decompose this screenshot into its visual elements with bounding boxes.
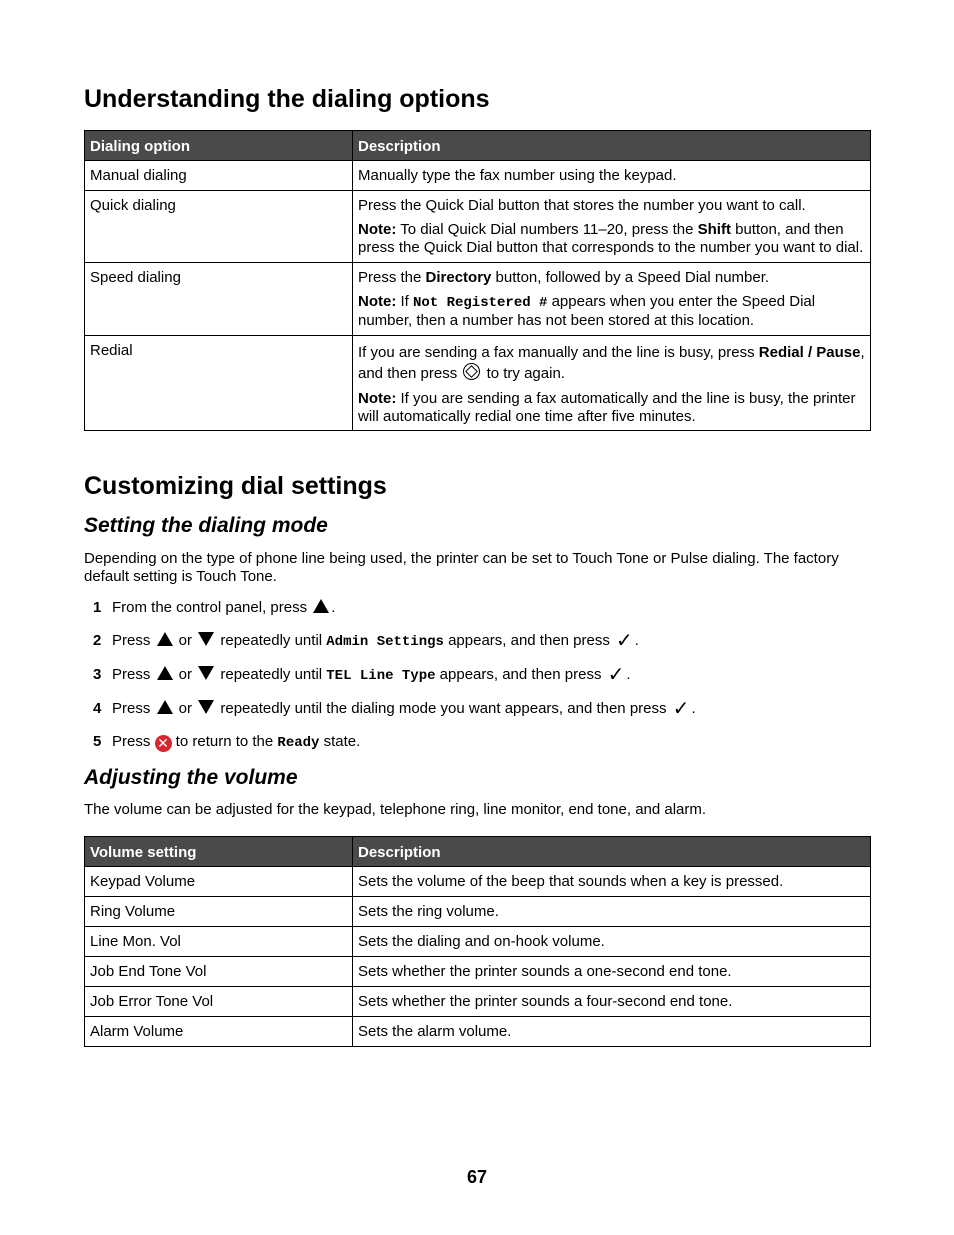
description-cell — [353, 263, 871, 336]
volume-settings-table — [84, 836, 871, 1047]
table-row — [85, 191, 871, 263]
dialing-options-table — [84, 130, 871, 431]
dialing-mode-intro: Depending on the type of phone line being used, the printer can be set to Touch Tone or Pulse dialing. The factory default setting is Touch Tone. — [84, 550, 839, 585]
step-part: repeatedly until — [216, 632, 327, 649]
down-arrow-icon — [198, 666, 214, 680]
description-cell — [353, 336, 871, 431]
desc-part: Press the — [358, 269, 426, 286]
option-cell: Manual dialing — [85, 161, 353, 191]
volume-intro: The volume can be adjusted for the keypad, telephone ring, line monitor, end tone, and alarm. — [84, 801, 707, 818]
table-row — [85, 867, 871, 897]
description-cell — [353, 191, 871, 263]
setting-cell: Line Mon. Vol — [85, 927, 353, 957]
display-message: Ready — [277, 735, 320, 751]
check-icon: ✓ — [607, 664, 625, 686]
note-label: Note: — [358, 221, 397, 238]
step-text — [112, 630, 639, 653]
description-text — [358, 269, 865, 287]
table-row — [85, 263, 871, 336]
down-arrow-icon — [198, 632, 214, 646]
step-number: 3 — [93, 666, 102, 683]
description-cell: Sets whether the printer sounds a four-second end tone. — [353, 987, 871, 1017]
table-header-description: Description — [353, 837, 871, 867]
up-arrow-icon — [157, 632, 173, 646]
up-arrow-icon — [313, 599, 329, 613]
section-title-dialing-options: Understanding the dialing options — [84, 85, 490, 113]
step-text — [112, 698, 696, 720]
step-part: appears, and then press — [435, 666, 606, 683]
up-arrow-icon — [157, 700, 173, 714]
table-header-option: Dialing option — [85, 131, 353, 161]
check-icon: ✓ — [672, 698, 690, 720]
note-part: If — [396, 293, 413, 310]
step-part: or — [174, 700, 197, 717]
table-header-setting: Volume setting — [85, 837, 353, 867]
description-cell: Manually type the fax number using the keypad. — [353, 161, 871, 191]
setting-cell: Job Error Tone Vol — [85, 987, 353, 1017]
step-text — [112, 731, 360, 754]
setting-cell: Keypad Volume — [85, 867, 353, 897]
step-part: appears, and then press — [443, 632, 615, 649]
subsection-title-volume: Adjusting the volume — [84, 766, 298, 789]
display-message: TEL Line Type — [326, 668, 436, 684]
step-number: 2 — [93, 632, 102, 649]
step-part: to return to the — [171, 733, 278, 750]
setting-cell: Ring Volume — [85, 897, 353, 927]
description-text — [358, 342, 865, 384]
step-part: Press — [112, 733, 155, 750]
description-cell: Sets whether the printer sounds a one-second end tone. — [353, 957, 871, 987]
desc-part: If you are sending a fax manually and the line is busy, press — [358, 344, 759, 361]
step-part: Press — [112, 666, 155, 683]
step-part: or — [174, 666, 197, 683]
cancel-icon: ✕ — [155, 735, 172, 752]
table-row — [85, 336, 871, 431]
table-row — [85, 161, 871, 191]
step-part: or — [174, 632, 197, 649]
note-text — [358, 293, 865, 330]
description-cell: Sets the alarm volume. — [353, 1017, 871, 1047]
up-arrow-icon — [157, 666, 173, 680]
subsection-title-dialing-mode: Setting the dialing mode — [84, 514, 328, 537]
setting-cell: Alarm Volume — [85, 1017, 353, 1047]
table-header-description: Description — [353, 131, 871, 161]
table-row — [85, 987, 871, 1017]
table-row — [85, 927, 871, 957]
step-number: 4 — [93, 700, 102, 717]
shift-key-label: Shift — [697, 221, 731, 238]
option-cell: Quick dialing — [85, 191, 353, 263]
step-text — [112, 664, 631, 687]
note-text — [358, 390, 865, 426]
section-title-customizing: Customizing dial settings — [84, 472, 387, 500]
step-part: From the control panel, press — [112, 599, 312, 616]
option-cell: Redial — [85, 336, 353, 431]
table-row — [85, 957, 871, 987]
step-number: 5 — [93, 733, 102, 750]
directory-key-label: Directory — [425, 269, 492, 286]
note-part: If you are sending a fax automatically and the line is busy, the printer will automatically redial one time after five minutes. — [358, 390, 856, 425]
start-icon — [463, 363, 480, 380]
description-cell: Sets the ring volume. — [353, 897, 871, 927]
step-part: Press — [112, 700, 155, 717]
step-part: . — [691, 700, 696, 717]
page-number: 67 — [466, 1167, 488, 1187]
step-part: Press — [112, 632, 155, 649]
step-part: repeatedly until the dialing mode you want appears, and then press — [216, 700, 671, 717]
setting-cell: Job End Tone Vol — [85, 957, 353, 987]
note-part: button, and then press the Quick Dial button that corresponds to the number you want to dial. — [358, 221, 864, 256]
step-part: repeatedly until — [216, 666, 327, 683]
step-part: state. — [319, 733, 361, 750]
desc-part: to try again. — [482, 365, 565, 382]
step-part: . — [634, 632, 639, 649]
note-label: Note: — [358, 293, 397, 310]
display-message: Admin Settings — [326, 634, 444, 650]
description-cell: Sets the dialing and on-hook volume. — [353, 927, 871, 957]
description-cell: Sets the volume of the beep that sounds when a key is pressed. — [353, 867, 871, 897]
display-message: Not Registered # — [413, 295, 548, 311]
table-row — [85, 897, 871, 927]
step-number: 1 — [93, 599, 102, 616]
note-label: Note: — [358, 390, 397, 407]
down-arrow-icon — [198, 700, 214, 714]
option-cell: Speed dialing — [85, 263, 353, 336]
step-text — [112, 597, 335, 619]
note-text — [358, 221, 865, 257]
step-part: . — [626, 666, 631, 683]
table-row — [85, 1017, 871, 1047]
note-part: To dial Quick Dial numbers 11–20, press the — [396, 221, 698, 238]
desc-part: button, followed by a Speed Dial number. — [491, 269, 770, 286]
check-icon: ✓ — [616, 630, 633, 652]
step-part: . — [331, 599, 336, 616]
note-part: appears when you enter the Speed Dial number, then a number has not been stored at this location. — [358, 293, 816, 329]
redial-key-label: Redial / Pause — [758, 344, 861, 361]
desc-part: , and then press — [358, 344, 865, 382]
description-text: Press the Quick Dial button that stores the number you want to call. — [358, 197, 806, 214]
